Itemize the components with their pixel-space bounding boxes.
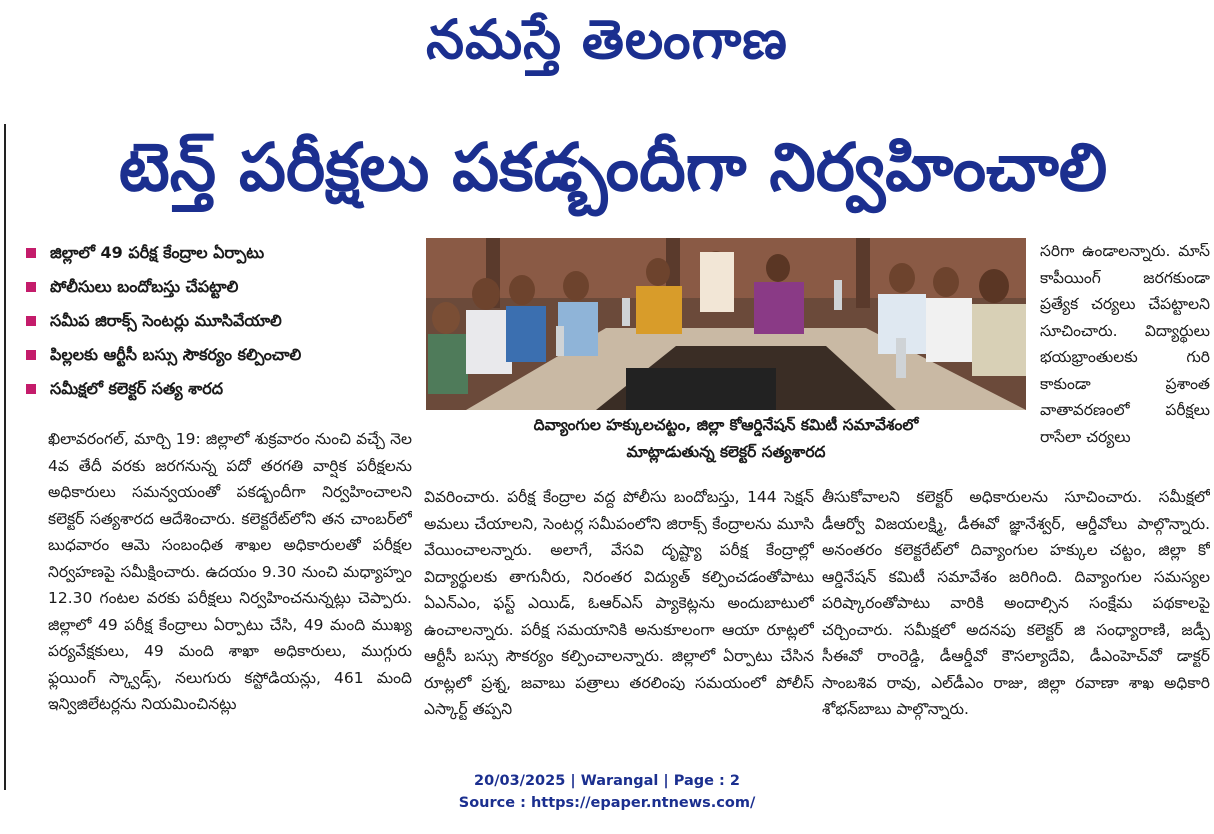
highlight-item bbox=[22, 304, 417, 338]
article-column-1: ఖిలావరంగల్, మార్చి 19: జిల్లాలో శుక్రవారం నుంచి వచ్చే నెల 4వ తేదీ వరకు జరగనున్న పదో తరగతి వార్షిక పరీక్షలను అధికారులు సమన్వయంతో పకడ్బందీగా నిర్వహించాలని కలెక్టర్ సత్యశారద ఆదేశించారు. కలెక్టరేట్‌లోని తన చాంబర్‌లో బుధవారం ఆమె సంబంధిత శాఖల అధికారులతో పరీక్షల నిర్వహణపై సమీక్షించారు. ఉదయం 9.30 నుంచి మధ్యాహ్నం 12.30 గంటల వరకు పరీక్షలు నిర్వహించనున్నట్లు చెప్పారు. జిల్లాలో 49 పరీక్ష కేంద్రాలు ఏర్పాటు చేసి, 49 మంది ముఖ్య పర్యవేక్షకులు, 49 మంది శాఖా అధికారులు, ముగ్గురు ఫ్లయింగ్ స్క్వాడ్స్, నలుగురు కస్టోడియన్లు, 461 మంది ఇన్విజిలేటర్లను నియమించినట్లు bbox=[48, 430, 412, 713]
bullet-icon bbox=[26, 384, 36, 394]
caption-line-2: మాట్లాడుతున్న కలెక్టర్ సత్యశారద bbox=[626, 443, 826, 461]
article-column-right: సరిగా ఉండాలన్నారు. మాస్ కాపీయింగ్ జరగకుండా ప్రత్యేక చర్యలు చేపట్టాలని సూచించారు. విద్యార్థులు భయభ్రాంతులకు గురి కాకుండా ప్రశాంత వాతావరణంలో పరీక్షలు రాసేలా చర్యలు bbox=[1040, 242, 1210, 446]
article-column-2: వివరించారు. పరీక్ష కేంద్రాల వద్ద పోలీసు బందోబస్తు, 144 సెక్షన్ అమలు చేయాలని, సెంటర్ల సమీపంలోని జిరాక్స్ కేంద్రాలను మూసి వేయించాలన్నారు. అలాగే, వేసవి దృష్ట్యా పరీక్ష కేంద్రాల్లో విద్యార్థులకు తాగునీరు, నిరంతర విద్యుత్ కల్పించడంతోపాటు ఏఎన్ఎం, ఫస్ట్ ఎయిడ్, ఓఆర్ఎస్ ప్యాకెట్లను అందుబాటులో ఉంచాలన్నారు. పరీక్ష సమయానికి అనుకూలంగా ఆయా రూట్లలో ఆర్టీసీ బస్సు సౌకర్యం కల్పించాలన్నారు. జిల్లాలో ఏర్పాటు చేసిన రూట్లలో ప్రశ్న, జవాబు పత్రాలు తరలింపు సమయంలో పోలీస్ ఎస్కార్ట్ తప్పని bbox=[424, 488, 814, 718]
highlight-item bbox=[22, 270, 417, 304]
highlight-item bbox=[22, 372, 417, 406]
article-column-3: తీసుకోవాలని కలెక్టర్ అధికారులను సూచించారు. సమీక్షలో డీఆర్వో విజయలక్ష్మి, డీఈవో జ్ఞానేశ్వర్, ఆర్డీవోలు పాల్గొన్నారు. అనంతరం కలెక్టరేట్‌లో దివ్యాంగుల హక్కుల చట్టం, జిల్లా కో ఆర్డినేషన్ కమిటీ సమావేశం జరిగింది. దివ్యాంగుల సమస్యల పరిష్కారంతోపాటు వారికి అందాల్సిన సంక్షేమ పథకాలపై చర్చించారు. సమీక్షలో అదనపు కలెక్టర్ జి సంధ్యారాణి, జడ్పీ సీఈవో రాంరెడ్డి, డీఆర్డీవో కౌసల్యాదేవి, డీఎంహెచ్‌వో డాక్టర్ సాంబశివ రావు, ఎల్‌డీఎం రాజు, జిల్లా రవాణా శాఖ అధికారి శోభన్‌బాబు పాల్గొన్నారు. bbox=[822, 488, 1210, 718]
meeting-photo-image bbox=[426, 238, 1026, 410]
highlight-text: సమీక్షలో కలెక్టర్ సత్య శారద bbox=[50, 379, 224, 398]
column-rule bbox=[4, 124, 6, 790]
caption-line-1: దివ్యాంగుల హక్కులచట్టం, జిల్లా కోఆర్డినేషన్ కమిటీ సమావేశంలో bbox=[533, 416, 919, 434]
bullet-icon bbox=[26, 350, 36, 360]
highlights-list bbox=[22, 236, 417, 406]
highlight-item bbox=[22, 338, 417, 372]
highlight-text: సమీప జిరాక్స్ సెంటర్లు మూసివేయాలి bbox=[50, 311, 282, 330]
masthead: నమస్తే తెలంగాణ bbox=[426, 8, 788, 71]
highlight-text: పోలీసులు బందోబస్తు చేపట్టాలి bbox=[50, 277, 239, 296]
bullet-icon bbox=[26, 316, 36, 326]
highlight-text: జిల్లాలో 49 పరీక్ష కేంద్రాల ఏర్పాటు bbox=[50, 243, 265, 262]
meeting-photo bbox=[426, 238, 1026, 410]
headline: టెన్త్ పరీక్షలు పకడ్బందీగా నిర్వహించాలి bbox=[118, 129, 1108, 206]
bullet-icon bbox=[26, 248, 36, 258]
footer-date-edition: 20/03/2025 | Warangal | Page : 2 bbox=[474, 773, 740, 789]
footer-source: Source : https://epaper.ntnews.com/ bbox=[458, 795, 756, 811]
photo-caption bbox=[426, 412, 1026, 476]
bullet-icon bbox=[26, 282, 36, 292]
page-footer bbox=[0, 770, 1214, 814]
highlight-text: పిల్లలకు ఆర్టీసీ బస్సు సౌకర్యం కల్పించాలి bbox=[50, 345, 302, 364]
highlight-item bbox=[22, 236, 417, 270]
